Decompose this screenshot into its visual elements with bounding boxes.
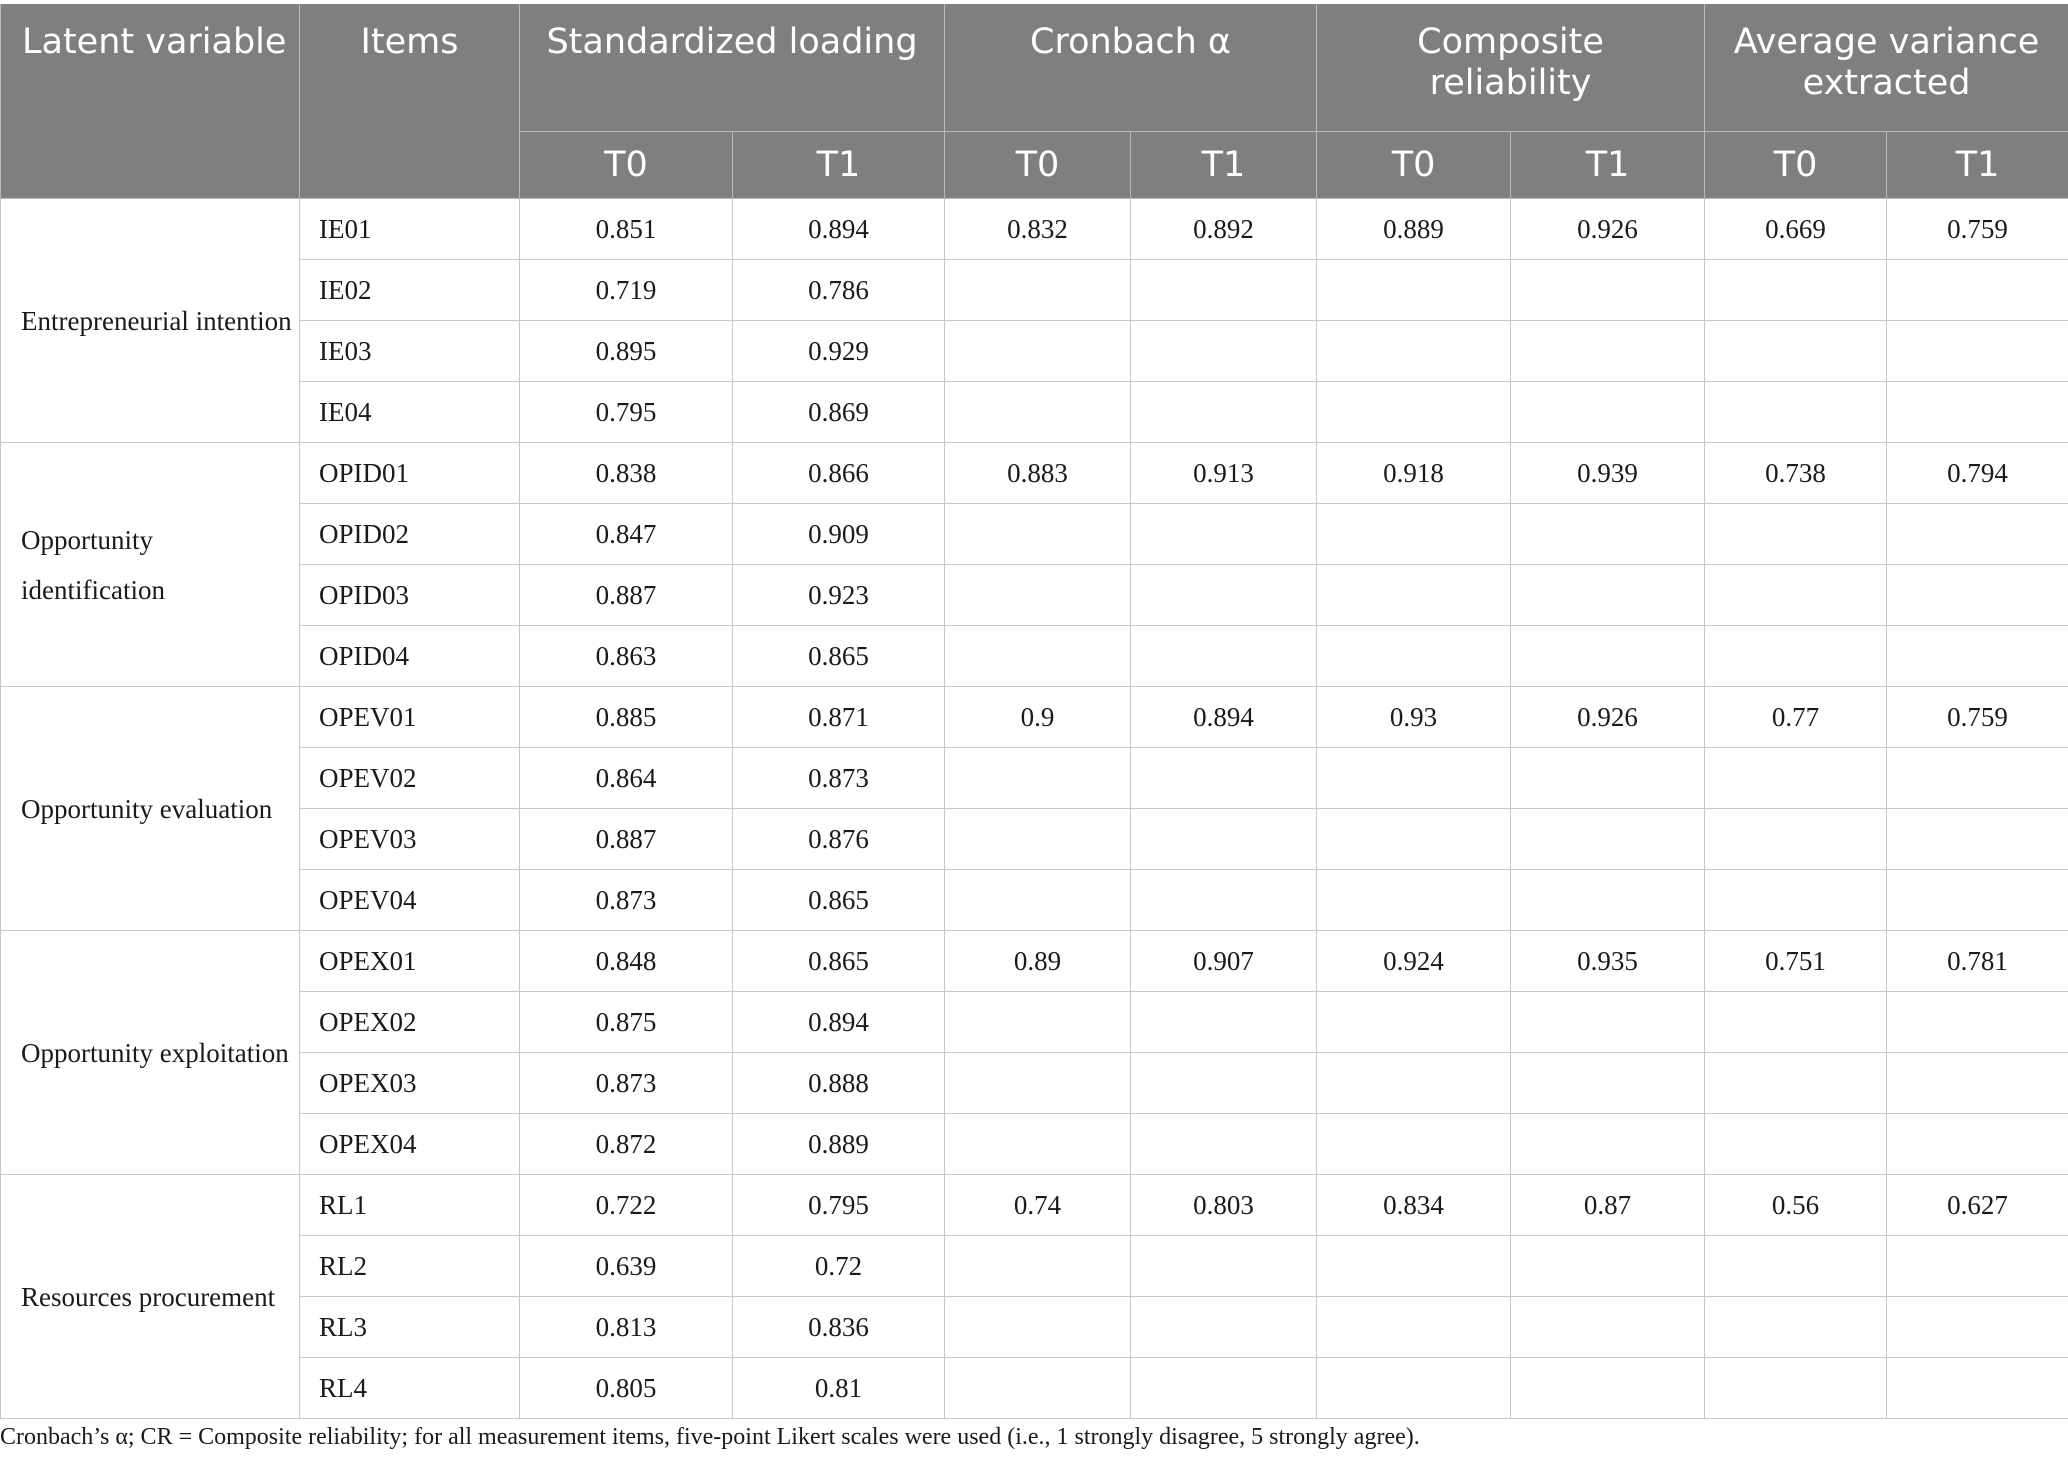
loading-t0-cell: 0.875 [520, 992, 733, 1053]
table-row [1, 931, 2068, 992]
alpha-t0-cell [945, 1236, 1131, 1297]
header-average-variance-extracted: Average variance extracted [1705, 4, 2068, 132]
ave-t1-cell: 0.759 [1887, 199, 2068, 260]
alpha-t0-cell [945, 748, 1131, 809]
loading-t1-cell: 0.888 [733, 1053, 945, 1114]
ave-t1-cell: 0.627 [1887, 1175, 2068, 1236]
header-latent-variable: Latent variable [1, 4, 300, 199]
latent-variable-cell: Opportunity evaluation [1, 687, 300, 931]
latent-variable-cell: Opportunity exploitation [1, 931, 300, 1175]
alpha-t1-cell [1131, 748, 1317, 809]
ave-t0-cell [1705, 382, 1887, 443]
cr-t0-cell [1317, 992, 1511, 1053]
alpha-t1-cell [1131, 1297, 1317, 1358]
table-row [1, 1175, 2068, 1236]
ave-t0-cell: 0.56 [1705, 1175, 1887, 1236]
alpha-t0-cell [945, 260, 1131, 321]
loading-t0-cell: 0.848 [520, 931, 733, 992]
ave-t1-cell [1887, 1358, 2068, 1419]
cr-t1-cell [1511, 382, 1705, 443]
loading-t0-cell: 0.885 [520, 687, 733, 748]
loading-t0-cell: 0.873 [520, 870, 733, 931]
table-container [0, 4, 2068, 1419]
ave-t1-cell [1887, 626, 2068, 687]
loading-t0-cell: 0.872 [520, 1114, 733, 1175]
loading-t1-cell: 0.865 [733, 931, 945, 992]
alpha-t0-cell [945, 1053, 1131, 1114]
table-row [1, 382, 2068, 443]
table-row [1, 565, 2068, 626]
header-ave-t1: T1 [1887, 132, 2068, 199]
cr-t1-cell [1511, 565, 1705, 626]
alpha-t0-cell [945, 1114, 1131, 1175]
item-cell: IE01 [300, 199, 520, 260]
loading-t1-cell: 0.876 [733, 809, 945, 870]
cr-t1-cell: 0.939 [1511, 443, 1705, 504]
ave-t1-cell [1887, 748, 2068, 809]
ave-t0-cell [1705, 809, 1887, 870]
alpha-t0-cell [945, 870, 1131, 931]
item-cell: OPEX04 [300, 1114, 520, 1175]
ave-t0-cell [1705, 1114, 1887, 1175]
item-cell: OPID04 [300, 626, 520, 687]
cr-t0-cell: 0.834 [1317, 1175, 1511, 1236]
item-cell: OPEV01 [300, 687, 520, 748]
ave-t0-cell [1705, 626, 1887, 687]
loading-t1-cell: 0.72 [733, 1236, 945, 1297]
latent-variable-cell: Entrepreneurial intention [1, 199, 300, 443]
item-cell: OPEX02 [300, 992, 520, 1053]
alpha-t1-cell: 0.803 [1131, 1175, 1317, 1236]
cr-t0-cell [1317, 504, 1511, 565]
ave-t0-cell [1705, 748, 1887, 809]
item-cell: OPID03 [300, 565, 520, 626]
header-loading-t0: T0 [520, 132, 733, 199]
cr-t1-cell [1511, 504, 1705, 565]
loading-t1-cell: 0.909 [733, 504, 945, 565]
ave-t1-cell [1887, 1297, 2068, 1358]
item-cell: IE04 [300, 382, 520, 443]
loading-t1-cell: 0.836 [733, 1297, 945, 1358]
loading-t1-cell: 0.786 [733, 260, 945, 321]
loading-t1-cell: 0.894 [733, 992, 945, 1053]
ave-t1-cell [1887, 1236, 2068, 1297]
table-row [1, 443, 2068, 504]
ave-t0-cell: 0.669 [1705, 199, 1887, 260]
loading-t0-cell: 0.847 [520, 504, 733, 565]
item-cell: OPEX01 [300, 931, 520, 992]
table-footnote: Cronbach’s α; CR = Composite reliability; for all measurement items, five-point Likert scales were used (i.e., 1 strongly disagree, 5 strongly agree). [0, 1424, 1420, 1450]
ave-t1-cell [1887, 382, 2068, 443]
item-cell: IE03 [300, 321, 520, 382]
table-row [1, 1114, 2068, 1175]
cr-t1-cell [1511, 1297, 1705, 1358]
loading-t0-cell: 0.887 [520, 565, 733, 626]
cr-t0-cell [1317, 870, 1511, 931]
ave-t1-cell [1887, 992, 2068, 1053]
alpha-t0-cell [945, 1358, 1131, 1419]
cr-t1-cell [1511, 992, 1705, 1053]
table-row [1, 1053, 2068, 1114]
ave-t0-cell [1705, 1297, 1887, 1358]
item-cell: RL2 [300, 1236, 520, 1297]
loading-t1-cell: 0.81 [733, 1358, 945, 1419]
latent-variable-cell: Resources procurement [1, 1175, 300, 1419]
cr-t1-cell [1511, 1358, 1705, 1419]
alpha-t0-cell: 0.9 [945, 687, 1131, 748]
latent-variable-cell: Opportunity identification [1, 443, 300, 687]
cr-t0-cell [1317, 748, 1511, 809]
table-row [1, 1297, 2068, 1358]
loading-t1-cell: 0.865 [733, 870, 945, 931]
table-row [1, 260, 2068, 321]
table-row [1, 809, 2068, 870]
item-cell: OPEV04 [300, 870, 520, 931]
ave-t0-cell [1705, 260, 1887, 321]
item-cell: RL1 [300, 1175, 520, 1236]
alpha-t1-cell [1131, 992, 1317, 1053]
loading-t1-cell: 0.889 [733, 1114, 945, 1175]
alpha-t0-cell [945, 321, 1131, 382]
item-cell: OPEV02 [300, 748, 520, 809]
item-cell: RL4 [300, 1358, 520, 1419]
alpha-t1-cell [1131, 870, 1317, 931]
loading-t1-cell: 0.865 [733, 626, 945, 687]
alpha-t1-cell [1131, 504, 1317, 565]
ave-t0-cell: 0.738 [1705, 443, 1887, 504]
loading-t1-cell: 0.923 [733, 565, 945, 626]
loading-t0-cell: 0.887 [520, 809, 733, 870]
alpha-t1-cell [1131, 1053, 1317, 1114]
cr-t0-cell: 0.889 [1317, 199, 1511, 260]
header-loading-t1: T1 [733, 132, 945, 199]
loading-t0-cell: 0.719 [520, 260, 733, 321]
alpha-t1-cell [1131, 321, 1317, 382]
cr-t0-cell [1317, 1114, 1511, 1175]
ave-t1-cell [1887, 809, 2068, 870]
table-row [1, 626, 2068, 687]
reliability-table [0, 4, 2068, 1419]
header-composite-reliability: Composite reliability [1317, 4, 1705, 132]
table-header [1, 4, 2068, 199]
ave-t1-cell [1887, 565, 2068, 626]
table-row [1, 748, 2068, 809]
alpha-t0-cell [945, 626, 1131, 687]
loading-t0-cell: 0.895 [520, 321, 733, 382]
alpha-t0-cell [945, 992, 1131, 1053]
loading-t1-cell: 0.866 [733, 443, 945, 504]
alpha-t0-cell [945, 382, 1131, 443]
cr-t1-cell [1511, 870, 1705, 931]
header-alpha-t0: T0 [945, 132, 1131, 199]
ave-t1-cell [1887, 870, 2068, 931]
header-cr-t0: T0 [1317, 132, 1511, 199]
alpha-t1-cell: 0.892 [1131, 199, 1317, 260]
cr-t0-cell [1317, 626, 1511, 687]
header-cronbach-alpha: Cronbach α [945, 4, 1317, 132]
loading-t0-cell: 0.795 [520, 382, 733, 443]
ave-t1-cell: 0.759 [1887, 687, 2068, 748]
cr-t0-cell: 0.918 [1317, 443, 1511, 504]
loading-t0-cell: 0.873 [520, 1053, 733, 1114]
item-cell: OPEV03 [300, 809, 520, 870]
cr-t0-cell [1317, 809, 1511, 870]
loading-t0-cell: 0.838 [520, 443, 733, 504]
table-row [1, 1358, 2068, 1419]
cr-t1-cell [1511, 321, 1705, 382]
ave-t0-cell [1705, 1236, 1887, 1297]
alpha-t0-cell: 0.832 [945, 199, 1131, 260]
cr-t1-cell: 0.926 [1511, 687, 1705, 748]
ave-t0-cell [1705, 1053, 1887, 1114]
ave-t1-cell [1887, 1053, 2068, 1114]
alpha-t0-cell: 0.89 [945, 931, 1131, 992]
cr-t1-cell: 0.926 [1511, 199, 1705, 260]
table-row [1, 687, 2068, 748]
cr-t1-cell: 0.87 [1511, 1175, 1705, 1236]
loading-t0-cell: 0.722 [520, 1175, 733, 1236]
cr-t1-cell [1511, 1053, 1705, 1114]
alpha-t0-cell [945, 1297, 1131, 1358]
header-cr-t1: T1 [1511, 132, 1705, 199]
table-body [1, 199, 2068, 1419]
alpha-t1-cell: 0.913 [1131, 443, 1317, 504]
cr-t0-cell [1317, 382, 1511, 443]
cr-t1-cell [1511, 1114, 1705, 1175]
alpha-t0-cell [945, 565, 1131, 626]
table-row [1, 504, 2068, 565]
cr-t0-cell [1317, 1053, 1511, 1114]
header-ave-t0: T0 [1705, 132, 1887, 199]
cr-t0-cell [1317, 1358, 1511, 1419]
table-row [1, 992, 2068, 1053]
ave-t1-cell [1887, 321, 2068, 382]
cr-t0-cell [1317, 1297, 1511, 1358]
alpha-t1-cell [1131, 626, 1317, 687]
cr-t1-cell [1511, 809, 1705, 870]
loading-t1-cell: 0.871 [733, 687, 945, 748]
ave-t1-cell [1887, 504, 2068, 565]
ave-t0-cell [1705, 1358, 1887, 1419]
item-cell: IE02 [300, 260, 520, 321]
cr-t0-cell: 0.924 [1317, 931, 1511, 992]
header-standardized-loading: Standardized loading [520, 4, 945, 132]
ave-t0-cell [1705, 992, 1887, 1053]
alpha-t1-cell [1131, 382, 1317, 443]
loading-t1-cell: 0.929 [733, 321, 945, 382]
table-row [1, 1236, 2068, 1297]
loading-t0-cell: 0.639 [520, 1236, 733, 1297]
loading-t1-cell: 0.894 [733, 199, 945, 260]
loading-t0-cell: 0.863 [520, 626, 733, 687]
loading-t0-cell: 0.813 [520, 1297, 733, 1358]
loading-t1-cell: 0.869 [733, 382, 945, 443]
ave-t1-cell [1887, 260, 2068, 321]
ave-t0-cell: 0.751 [1705, 931, 1887, 992]
alpha-t1-cell: 0.894 [1131, 687, 1317, 748]
loading-t1-cell: 0.795 [733, 1175, 945, 1236]
loading-t0-cell: 0.851 [520, 199, 733, 260]
table-row [1, 321, 2068, 382]
item-cell: OPEX03 [300, 1053, 520, 1114]
ave-t0-cell [1705, 565, 1887, 626]
alpha-t1-cell [1131, 565, 1317, 626]
table-row [1, 870, 2068, 931]
alpha-t1-cell [1131, 1236, 1317, 1297]
cr-t1-cell: 0.935 [1511, 931, 1705, 992]
alpha-t1-cell [1131, 1358, 1317, 1419]
loading-t1-cell: 0.873 [733, 748, 945, 809]
cr-t0-cell: 0.93 [1317, 687, 1511, 748]
alpha-t0-cell [945, 809, 1131, 870]
header-items: Items [300, 4, 520, 199]
alpha-t1-cell: 0.907 [1131, 931, 1317, 992]
loading-t0-cell: 0.864 [520, 748, 733, 809]
cr-t1-cell [1511, 626, 1705, 687]
cr-t0-cell [1317, 1236, 1511, 1297]
alpha-t1-cell [1131, 1114, 1317, 1175]
item-cell: OPID01 [300, 443, 520, 504]
alpha-t1-cell [1131, 260, 1317, 321]
cr-t0-cell [1317, 321, 1511, 382]
loading-t0-cell: 0.805 [520, 1358, 733, 1419]
cr-t0-cell [1317, 260, 1511, 321]
cr-t1-cell [1511, 1236, 1705, 1297]
cr-t1-cell [1511, 260, 1705, 321]
ave-t0-cell [1705, 504, 1887, 565]
ave-t1-cell: 0.781 [1887, 931, 2068, 992]
item-cell: OPID02 [300, 504, 520, 565]
item-cell: RL3 [300, 1297, 520, 1358]
alpha-t0-cell [945, 504, 1131, 565]
ave-t1-cell [1887, 1114, 2068, 1175]
alpha-t0-cell: 0.74 [945, 1175, 1131, 1236]
ave-t1-cell: 0.794 [1887, 443, 2068, 504]
ave-t0-cell [1705, 870, 1887, 931]
cr-t0-cell [1317, 565, 1511, 626]
ave-t0-cell [1705, 321, 1887, 382]
cr-t1-cell [1511, 748, 1705, 809]
alpha-t0-cell: 0.883 [945, 443, 1131, 504]
alpha-t1-cell [1131, 809, 1317, 870]
header-alpha-t1: T1 [1131, 132, 1317, 199]
table-row [1, 199, 2068, 260]
ave-t0-cell: 0.77 [1705, 687, 1887, 748]
